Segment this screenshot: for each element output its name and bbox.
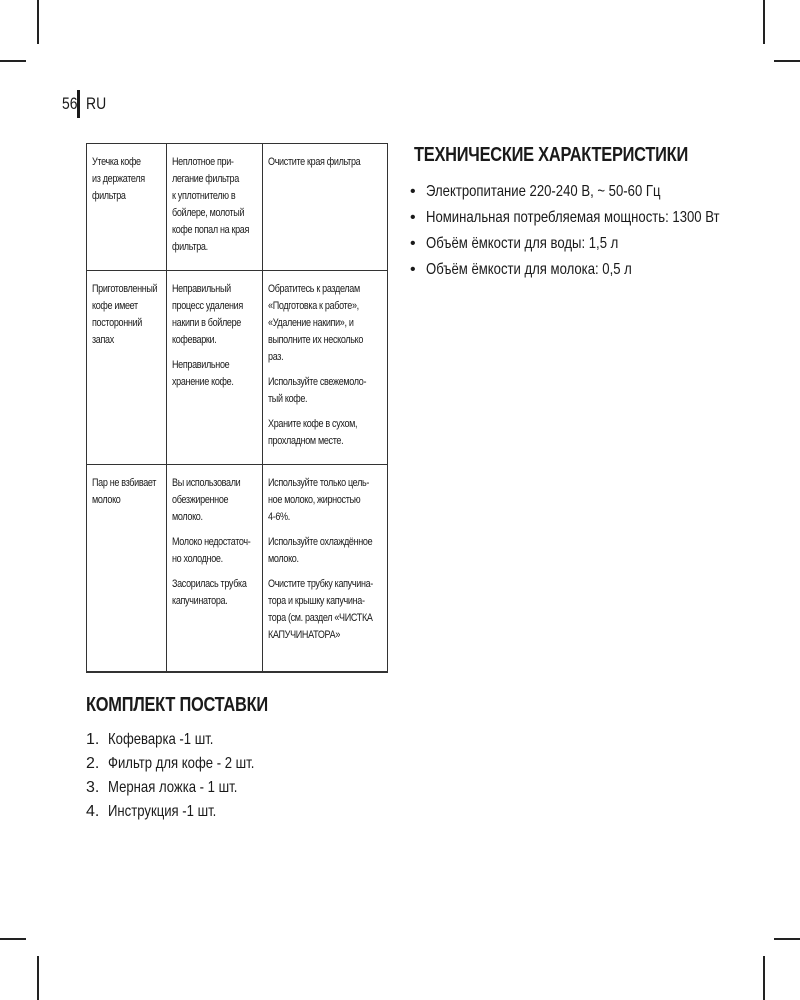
cell-text-line: Используйте свежемоло- <box>268 376 367 388</box>
specs-list <box>410 179 784 283</box>
list-item-text: Инструкция -1 шт. <box>108 803 217 820</box>
cell-text-line: Храните кофе в сухом, <box>268 418 358 430</box>
page-number: 56 <box>62 94 78 113</box>
list-number: 1. <box>86 731 100 748</box>
list-item-text: Фильтр для кофе - 2 шт. <box>108 755 255 772</box>
cell-text-line: Утечка кофе <box>92 156 141 168</box>
list-number: 3. <box>86 779 100 796</box>
cell-text-line: запах <box>92 334 114 346</box>
list-item <box>410 231 784 257</box>
table-row <box>87 271 388 465</box>
cell-text-line: КАПУЧИНАТОРА» <box>268 629 341 641</box>
crop-mark <box>0 60 26 62</box>
page-header <box>62 90 110 118</box>
delivery-set-title: КОМПЛЕКТ ПОСТАВКИ <box>86 694 268 716</box>
bullet-icon: • <box>410 261 416 278</box>
language-label: RU <box>85 94 107 113</box>
cell-text-line: кофеварки. <box>172 334 217 346</box>
cause-cell <box>167 465 263 673</box>
list-item-text: Мерная ложка - 1 шт. <box>108 779 238 796</box>
cell-text-line: раз. <box>268 351 284 363</box>
crop-mark <box>763 0 765 44</box>
cell-text-line: Очистите трубку капучина- <box>268 578 373 590</box>
cell-text-line: хранение кофе. <box>172 376 234 388</box>
cell-text-line: кофе попал на края <box>172 224 250 236</box>
cell-text-line: Молоко недостаточ- <box>172 536 251 548</box>
cell-text-line: выполните их несколько <box>268 334 364 346</box>
cause-cell <box>167 144 263 271</box>
cell-text-line: процесс удаления <box>172 300 243 312</box>
problem-cell <box>87 271 167 465</box>
cell-text-line: Пар не взбивает <box>92 477 157 489</box>
bullet-icon: • <box>410 209 416 226</box>
cell-paragraph <box>172 357 258 391</box>
bullet-icon: • <box>410 183 416 200</box>
troubleshooting-table <box>86 143 388 673</box>
cell-text-line: Приготовленный <box>92 283 158 295</box>
cell-text-line: тора (см. раздел «ЧИСТКА <box>268 612 373 624</box>
cell-text-line: к уплотнителю в <box>172 190 236 202</box>
list-item <box>86 800 287 824</box>
cell-text-line: фильтра. <box>172 241 208 253</box>
crop-mark <box>774 60 800 62</box>
crop-mark <box>37 956 39 1000</box>
cell-text-line: тый кофе. <box>268 393 308 405</box>
crop-mark <box>0 938 26 940</box>
cell-text-line: бойлере, молотый <box>172 207 245 219</box>
cell-paragraph <box>268 475 383 526</box>
cell-text-line: Используйте охлаждённое <box>268 536 373 548</box>
list-number: 2. <box>86 755 100 772</box>
crop-mark <box>37 0 39 44</box>
cell-text-line: молоко. <box>268 553 299 565</box>
list-item <box>86 728 287 752</box>
list-number: 4. <box>86 803 100 820</box>
cell-text-line: из держателя <box>92 173 145 185</box>
cell-text-line: молоко <box>92 494 121 506</box>
specs-title: ТЕХНИЧЕСКИЕ ХАРАКТЕРИСТИКИ <box>414 144 688 166</box>
solution-cell <box>263 271 388 465</box>
cell-paragraph <box>172 475 258 526</box>
problem-cell <box>87 144 167 271</box>
list-item <box>410 205 784 231</box>
crop-mark <box>774 938 800 940</box>
cell-text-line: Вы использовали <box>172 477 241 489</box>
cell-text-line: легание фильтра <box>172 173 239 185</box>
cell-paragraph <box>172 576 258 610</box>
cell-paragraph <box>268 374 383 408</box>
list-item <box>410 179 784 205</box>
table-row <box>87 144 388 271</box>
list-item <box>410 257 784 283</box>
cell-text-line: кофе имеет <box>92 300 138 312</box>
crop-mark <box>763 956 765 1000</box>
cell-text-line: ное молоко, жирностью <box>268 494 361 506</box>
cell-text-line: накипи в бойлере <box>172 317 241 329</box>
cell-text-line: тора и крышку капучина- <box>268 595 365 607</box>
cause-cell <box>167 271 263 465</box>
cell-text-line: Очистите края фильтра <box>268 156 361 168</box>
cell-text-line: «Удаление накипи», и <box>268 317 354 329</box>
bullet-icon: • <box>410 235 416 252</box>
delivery-set-list <box>86 728 287 824</box>
solution-cell <box>263 144 388 271</box>
list-item-text: Объём ёмкости для молока: 0,5 л <box>426 261 632 278</box>
cell-text-line: прохладном месте. <box>268 435 344 447</box>
cell-text-line: Неправильный <box>172 283 231 295</box>
list-item-text: Электропитание 220-240 В, ~ 50-60 Гц <box>426 183 661 200</box>
cell-text-line: но холодное. <box>172 553 223 565</box>
cell-text-line: Используйте только цель- <box>268 477 370 489</box>
cell-text-line: посторонний <box>92 317 142 329</box>
cell-paragraph <box>268 281 383 366</box>
cell-text-line: Обратитесь к разделам <box>268 283 360 295</box>
cell-paragraph <box>268 416 383 450</box>
cell-paragraph <box>268 576 383 644</box>
cell-text-line: «Подготовка к работе», <box>268 300 359 312</box>
list-item <box>86 776 287 800</box>
cell-paragraph <box>172 534 258 568</box>
list-item-text: Объём ёмкости для воды: 1,5 л <box>426 235 619 252</box>
cell-paragraph <box>268 534 383 568</box>
cell-text-line: молоко. <box>172 511 203 523</box>
cell-text-line: фильтра <box>92 190 126 202</box>
solution-cell <box>263 465 388 673</box>
list-item-text: Кофеварка -1 шт. <box>108 731 214 748</box>
cell-text-line: Неплотное при- <box>172 156 234 168</box>
cell-text-line: 4-6%. <box>268 511 290 523</box>
cell-text-line: Неправильное <box>172 359 230 371</box>
cell-paragraph <box>268 154 383 171</box>
list-item-text: Номинальная потребляемая мощность: 1300 Вт <box>426 209 720 226</box>
table-row <box>87 465 388 673</box>
problem-cell <box>87 465 167 673</box>
cell-paragraph <box>172 281 258 349</box>
cell-text-line: Засорилась трубка <box>172 578 247 590</box>
cell-paragraph <box>172 154 258 256</box>
list-item <box>86 752 287 776</box>
cell-text-line: обезжиренное <box>172 494 229 506</box>
cell-text-line: капучинатора. <box>172 595 228 607</box>
